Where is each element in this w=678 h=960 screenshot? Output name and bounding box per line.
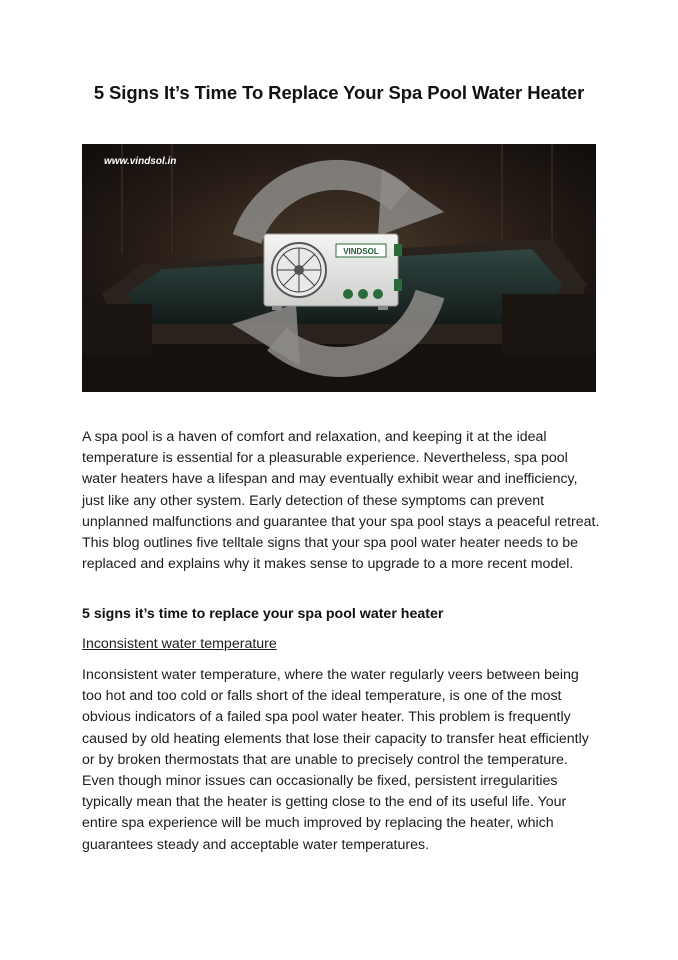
intro-paragraph: A spa pool is a haven of comfort and relaxation, and keeping it at the ideal temperature is essential for a pleasurable experience. Nevertheless, spa pool water heaters have a lifespan and may eventually exhibit wear and inefficiency, just like any other system. Early detection of these symptoms can prevent unplanned malfunctions and guarantee that your spa pool stays a peaceful retreat. This blog outlines five telltale signs that your spa pool water heater needs to be replaced and explains why it makes sense to upgrade to a more recent model. <box>82 429 600 573</box>
hero-image <box>82 144 596 392</box>
subheading: Inconsistent water temperature <box>82 636 277 652</box>
page-title: 5 Signs It’s Time To Replace Your Spa Pool Water Heater <box>93 82 585 103</box>
section-paragraph: Inconsistent water temperature, where the water regularly veers between being too hot and too cold or falls short of the ideal temperature, is one of the most obvious indicators of a failed spa pool water heater. This problem is frequently caused by old heating elements that lose their capacity to transfer heat efficiently or by broken thermostats that are unable to precisely control the temperature. Even though minor issues can occasionally be fixed, persistent irregularities typically mean that the heater is getting close to the end of its useful life. Your entire spa experience will be much improved by replacing the heater, which guarantees steady and acceptable water temperatures. <box>82 667 589 853</box>
watermark-text: www.vindsol.in <box>104 156 177 167</box>
section-heading: 5 signs it’s time to replace your spa pool water heater <box>82 606 444 622</box>
brand-label: VINDSOL <box>343 247 379 256</box>
